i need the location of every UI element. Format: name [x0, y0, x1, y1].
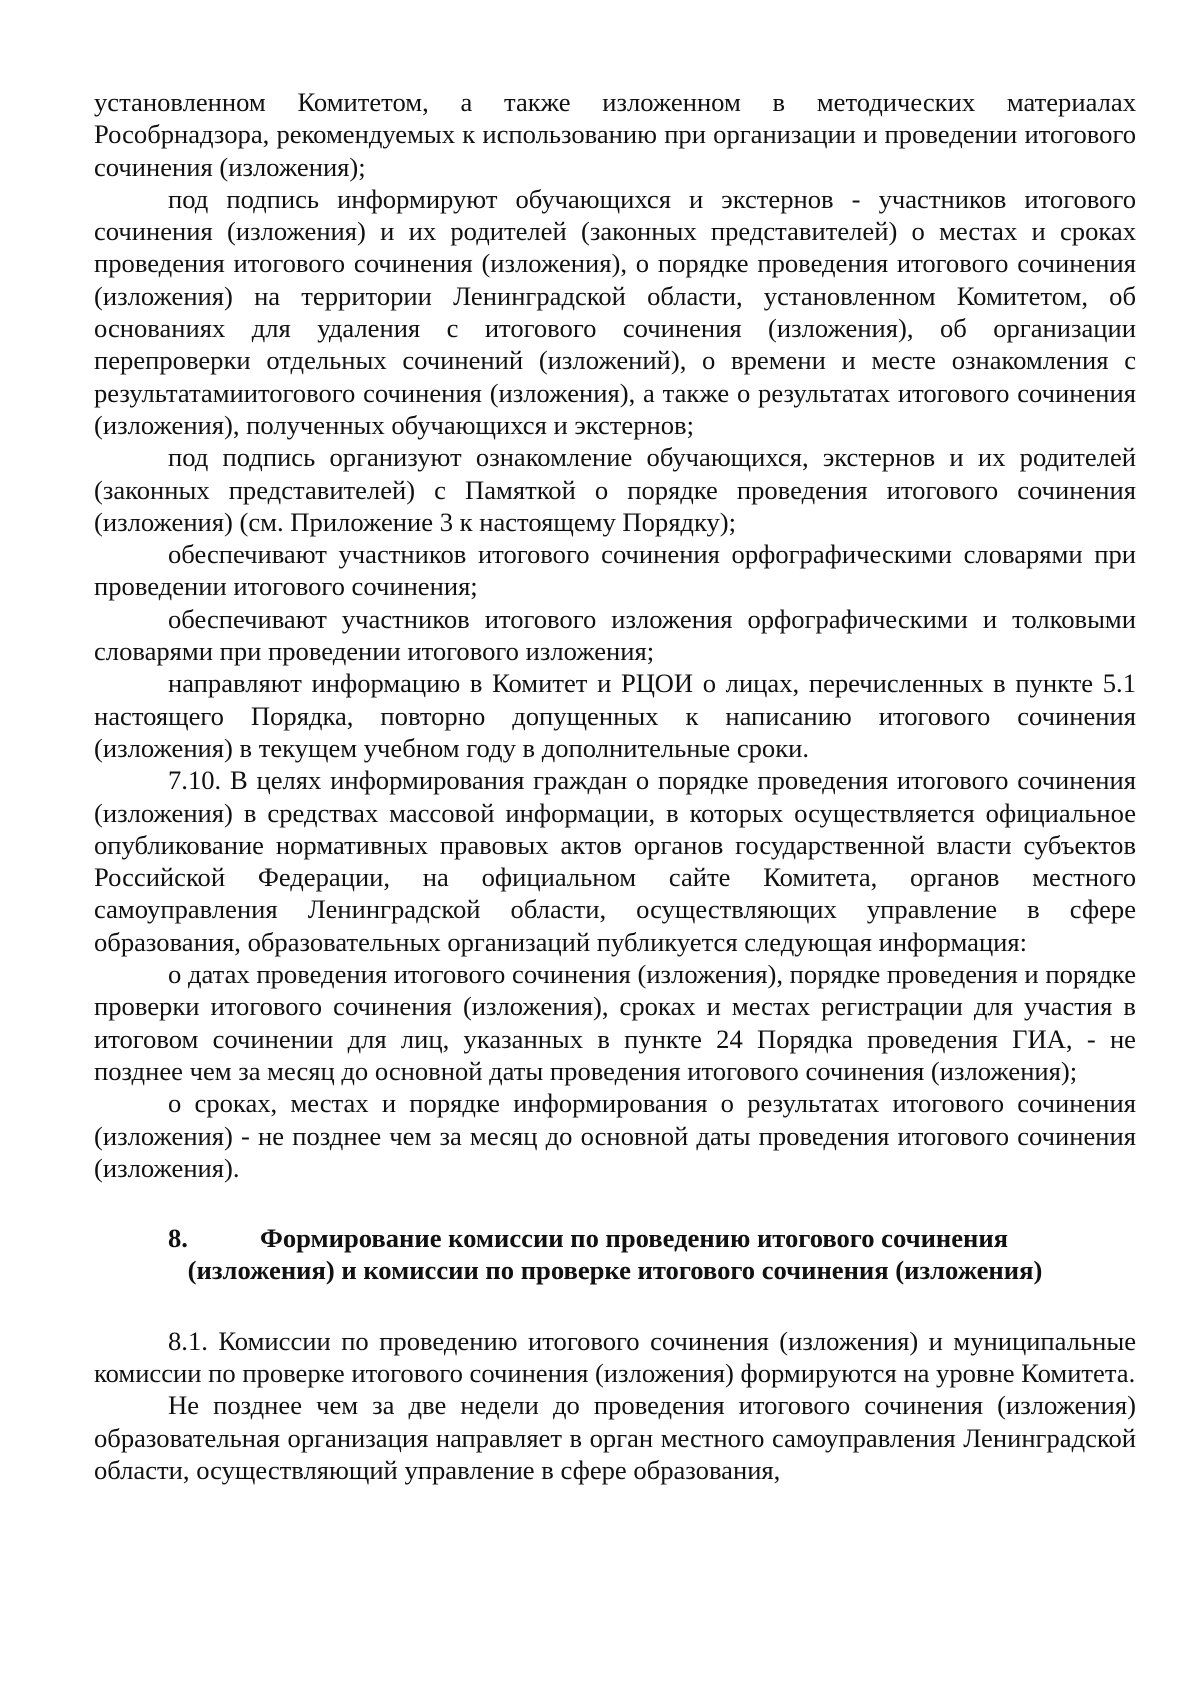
section-heading [94, 1222, 1136, 1287]
paragraph: направляют информацию в Комитет и РЦОИ о лицах, перечисленных в пункте 5.1 настоящего Порядка, повторно допущенных к написанию итогового сочинения (изложения) в текущем учебном году в дополнительные сроки. [94, 668, 1136, 763]
paragraph: установленном Комитетом, а также изложенном в методических материалах Рособрнадзора, рекомендуемых к использованию при организации и проведении итогового сочинения (изложения); [94, 87, 1136, 182]
paragraph: 7.10. В целях информирования граждан о порядке проведения итогового сочинения (изложения) в средствах массовой информации, в которых осуществляется официальное опубликование нормативных правовых актов органов государственной власти субъектов Российской Федерации, на официальном сайте Комитета, органов местного самоуправления Ленинградской области, осуществляющих управление в сфере образования, образовательных организаций публикуется следующая информация: [94, 765, 1136, 957]
section-title-part-1: Формирование комиссии по проведению итогового сочинения [260, 1223, 1009, 1254]
section-number: 8. [168, 1223, 188, 1254]
paragraph: под подпись информируют обучающихся и экстернов - участников итогового сочинения (изложения) и их родителей (законных представителей) о местах и сроках проведения итогового сочинения (изложения), о порядке проведения итогового сочинения (изложения) на территории Ленинградской области, установленном Комитетом, об основаниях для удаления с итогового сочинения (изложения), об организации перепроверки отдельных сочинений (изложений), о времени и месте ознакомления с результатамиитогового сочинения (изложения), а также о результатах итогового сочинения (изложения), полученных обучающихся и экстернов; [94, 183, 1136, 440]
paragraph: под подпись организуют ознакомление обучающихся, экстернов и их родителей (законных представителей) с Памяткой о порядке проведения итогового сочинения (изложения) (см. Приложение 3 к настоящему Порядку); [94, 442, 1136, 537]
section-heading-line-1 [94, 1222, 1136, 1254]
paragraph: обеспечивают участников итогового изложения орфографическими и толковыми словарями при проведении итогового изложения; [94, 603, 1136, 667]
paragraph: Не позднее чем за две недели до проведения итогового сочинения (изложения) образовательная организация направляет в орган местного самоуправления Ленинградской области, осуществляющий управление в сфере образования, [94, 1390, 1136, 1485]
document-body [94, 86, 1136, 1486]
section-heading-line-2: (изложения) и комиссии по проверке итогового сочинения (изложения) [187, 1255, 1043, 1286]
paragraph: обеспечивают участников итогового сочинения орфографическими словарями при проведении итогового сочинения; [94, 539, 1136, 602]
paragraph: 8.1. Комиссии по проведению итогового сочинения (изложения) и муниципальные комиссии по проверке итогового сочинения (изложения) формируются на уровне Комитета. [94, 1325, 1136, 1388]
paragraph: о датах проведения итогового сочинения (изложения), порядке проведения и порядке проверки итогового сочинения (изложения), сроках и местах регистрации для участия в итоговом сочинении для лиц, указанных в пункте 24 Порядка проведения ГИА, - не позднее чем за месяц до основной даты проведения итогового сочинения (изложения); [94, 959, 1136, 1086]
paragraph: о сроках, местах и порядке информирования о результатах итогового сочинения (изложения) - не позднее чем за месяц до основной даты проведения итогового сочинения (изложения). [94, 1088, 1136, 1183]
